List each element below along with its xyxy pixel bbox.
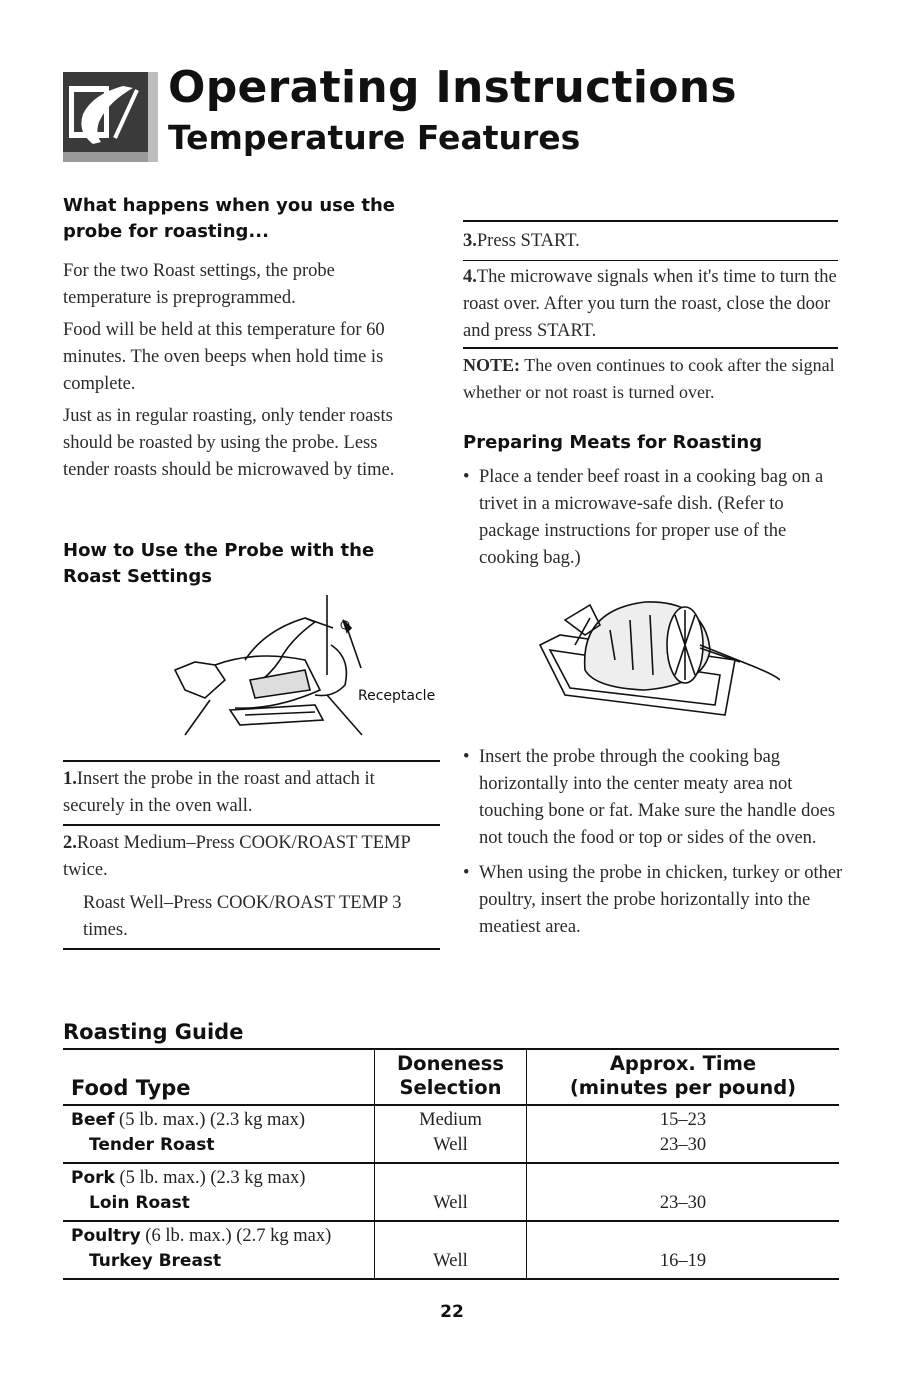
section-logo-icon	[63, 72, 158, 162]
section-heading-preparing-meats: Preparing Meats for Roasting	[463, 432, 763, 453]
time-cell	[527, 1105, 840, 1163]
divider	[63, 824, 440, 826]
step-2-well-text: Roast Well–Press COOK/ROAST TEMP 3 times.	[83, 893, 402, 940]
time-value: 16–19	[659, 1251, 707, 1271]
step-3-number: 3.	[463, 231, 477, 251]
time-value	[527, 1224, 839, 1249]
page-number: 22	[440, 1302, 464, 1322]
note	[463, 352, 843, 406]
doneness-value: Well	[433, 1251, 468, 1271]
column-header-doneness: Doneness Selection	[375, 1049, 527, 1105]
paragraph-roast-settings: For the two Roast settings, the probe temperature is preprogrammed.	[63, 261, 335, 308]
step-1	[63, 766, 440, 820]
minutes-per-pound-label: (minutes per pound)	[569, 1076, 797, 1099]
paragraph-hold-time: Food will be held at this temperature for 60 minutes. The oven beeps when hold time is complete.	[63, 320, 385, 394]
roasting-guide-table	[63, 1048, 839, 1280]
paragraph-tender-roasts: Just as in regular roasting, only tender roasts should be roasted by using the probe. Less tender roasts should be microwaved by time.	[63, 406, 395, 480]
food-cut: Tender Roast	[89, 1135, 215, 1155]
receptacle-label: Receptacle	[358, 688, 436, 704]
list-item: • Insert the probe through the cooking bag horizontally into the center meaty area not touching bone or fat. Make sure the handle does not touch the food or top or sides of the oven.	[463, 744, 843, 852]
step-2-number: 2.	[63, 833, 77, 853]
roast-in-cooking-bag-illustration	[535, 590, 780, 720]
table-row	[63, 1221, 839, 1279]
column-header-approx-time	[527, 1049, 840, 1105]
table-header-row	[63, 1049, 839, 1105]
food-name: Pork	[71, 1168, 115, 1188]
food-cut: Loin Roast	[89, 1193, 190, 1213]
step-2	[63, 830, 440, 944]
doneness-cell	[375, 1105, 527, 1163]
preparing-bullets	[463, 464, 838, 572]
step-2-medium-text: Roast Medium–Press COOK/ROAST TEMP twice.	[63, 833, 411, 880]
note-label: NOTE:	[463, 355, 521, 375]
doneness-value: Well	[433, 1135, 468, 1155]
section-heading-how-to-use-probe: How to Use the Probe with the Roast Settings	[63, 540, 375, 587]
probe-insertion-bullets	[463, 744, 843, 941]
time-cell	[527, 1163, 840, 1221]
food-limit: (5 lb. max.) (2.3 kg max)	[119, 1110, 306, 1130]
probe-insertion-illustration	[155, 590, 445, 740]
time-value: 23–30	[659, 1135, 707, 1155]
section-heading-probe-roasting: What happens when you use the probe for roasting...	[63, 195, 395, 242]
time-value	[527, 1166, 839, 1191]
table-row	[63, 1105, 839, 1163]
food-type-cell	[63, 1163, 375, 1221]
list-item: • When using the probe in chicken, turkey or other poultry, insert the probe horizontally into the meatiest area.	[463, 860, 843, 941]
food-type-cell	[63, 1105, 375, 1163]
divider	[63, 760, 440, 762]
time-value: 23–30	[659, 1193, 707, 1213]
step-4-text: The microwave signals when it's time to turn the roast over. After you turn the roast, close the door and press START.	[463, 267, 837, 341]
doneness-value: Well	[433, 1193, 468, 1213]
divider	[463, 220, 838, 222]
table-row	[63, 1163, 839, 1221]
step-1-number: 1.	[63, 769, 77, 789]
time-cell	[527, 1221, 840, 1279]
roasting-guide-heading: Roasting Guide	[63, 1020, 244, 1044]
divider	[463, 347, 838, 349]
step-1-text: Insert the probe in the roast and attach it securely in the oven wall.	[63, 769, 375, 816]
doneness-cell	[375, 1163, 527, 1221]
food-name: Beef	[71, 1110, 115, 1130]
divider	[463, 260, 838, 261]
note-text: The oven continues to cook after the signal whether or not roast is turned over.	[463, 355, 835, 402]
food-type-cell	[63, 1221, 375, 1279]
list-item: • Place a tender beef roast in a cooking bag on a trivet in a microwave-safe dish. (Refer to package instructions for proper use of the cooking bag.)	[463, 464, 838, 572]
time-value: 15–23	[659, 1110, 707, 1130]
food-cut: Turkey Breast	[89, 1251, 222, 1271]
food-name: Poultry	[71, 1226, 141, 1246]
doneness-value: Medium	[419, 1110, 482, 1130]
doneness-cell	[375, 1221, 527, 1279]
step-4-number: 4.	[463, 267, 477, 287]
food-limit: (6 lb. max.) (2.7 kg max)	[145, 1226, 332, 1246]
step-3-text: Press START.	[476, 231, 580, 251]
step-3	[463, 228, 838, 255]
doneness-value	[375, 1166, 526, 1191]
step-4	[463, 264, 838, 345]
page-title: Operating Instructions	[168, 62, 737, 113]
page-subtitle: Temperature Features	[168, 118, 581, 157]
column-header-food-type: Food Type	[63, 1049, 375, 1105]
doneness-value	[375, 1224, 526, 1249]
divider	[63, 948, 440, 950]
food-limit: (5 lb. max.) (2.3 kg max)	[119, 1168, 306, 1188]
approx-time-label: Approx. Time	[609, 1052, 757, 1075]
